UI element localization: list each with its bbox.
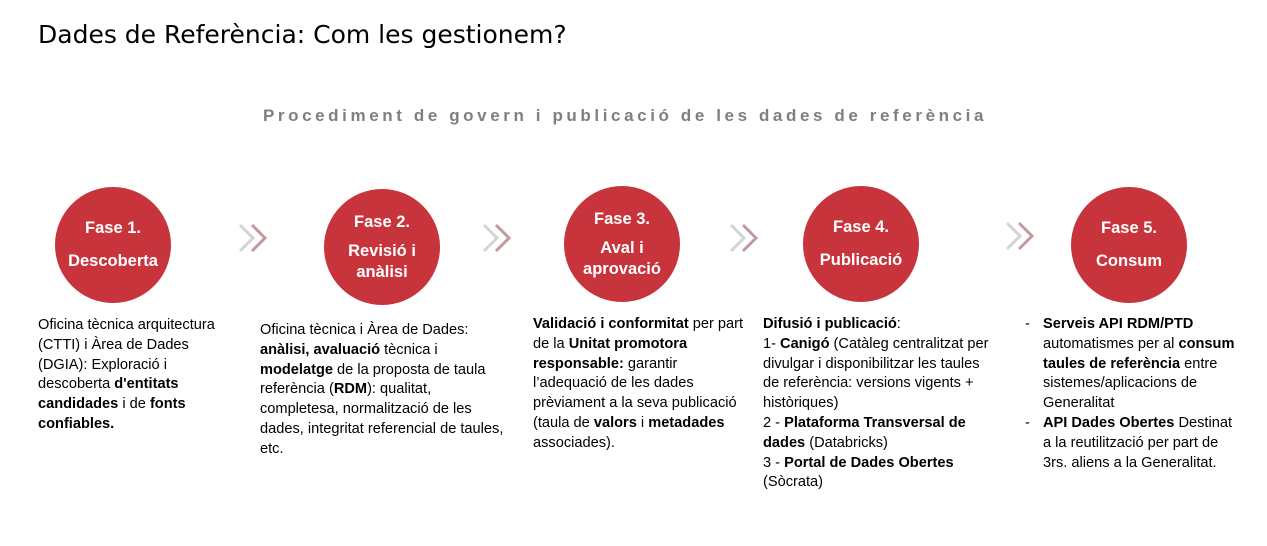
desc-bold: Serveis API RDM/PTD (1043, 316, 1194, 332)
desc-text: (Catàleg centralitzat per divulgar i disponibilitzar les taules de referència: versions vigents + històriques) (763, 335, 989, 412)
desc-text: de la proposta de taula referència ( (260, 361, 486, 398)
desc-bold: modelatge (260, 361, 333, 378)
phase-3-number: Fase 3. (594, 209, 650, 228)
desc-bold: RDM (333, 381, 368, 398)
desc-text: Oficina tècnica i Àrea de Dades: (260, 322, 469, 338)
desc-text: 2 - (763, 414, 785, 431)
desc-bold: Portal de Dades Obertes (784, 454, 954, 471)
phase-1-circle (55, 187, 171, 303)
diagram-subtitle: Procediment de govern i publicació de les dades de referència (262, 106, 988, 125)
phase-2-circle (324, 189, 440, 305)
phase-1-number: Fase 1. (85, 219, 141, 237)
desc-bold: d'entitats candidades (38, 376, 179, 413)
phase-5-description (1025, 315, 1240, 473)
phase-1-name: Descoberta (68, 252, 158, 270)
double-chevron-right-icon (729, 223, 765, 253)
phase-1-description (38, 316, 242, 435)
desc-text: 3 - (763, 454, 785, 471)
phase-2-description (260, 321, 510, 460)
desc-text: tècnica i (380, 341, 438, 358)
consumption-list (1025, 315, 1240, 473)
double-chevron-right-icon (482, 223, 518, 253)
desc-text: associades). (533, 434, 615, 451)
desc-text: i (636, 414, 649, 431)
desc-text: garantir l’adequació de les dades prèviament a la seva publicació (taula de (533, 355, 737, 431)
phase-5-number: Fase 5. (1101, 219, 1157, 237)
phase-4-number: Fase 4. (833, 218, 889, 236)
desc-bold: Canigó (780, 335, 830, 352)
phase-2-number: Fase 2. (354, 212, 410, 231)
phase-3-circle (564, 186, 680, 302)
desc-text: 1- (763, 335, 781, 352)
desc-text: (Sòcrata) (763, 474, 824, 491)
phase-4-name: Publicació (819, 251, 903, 269)
desc-bold: Unitat promotora responsable: (533, 335, 688, 372)
dash-bullet: - (1025, 316, 1030, 332)
phase-5-circle (1071, 187, 1187, 303)
desc-bold: valors (593, 414, 637, 431)
desc-bold: metadades (648, 414, 725, 431)
list-item (1025, 414, 1240, 473)
desc-bold: Plataforma Transversal de dades (763, 414, 966, 451)
phase-5-name: Consum (1096, 252, 1162, 270)
phase-4-description (763, 315, 999, 493)
double-chevron-right-icon (238, 223, 274, 253)
desc-text: per part de la (533, 316, 744, 352)
phase-3-description (533, 315, 745, 454)
desc-bold: Difusió i publicació (763, 316, 897, 332)
desc-bold: fonts confiables. (38, 396, 186, 432)
list-item (1025, 315, 1240, 414)
phase-4-circle (803, 186, 919, 302)
desc-text: i de (118, 396, 150, 413)
desc-text: Destinat a la reutilització per part de 3rs. aliens a la Generalitat. (1043, 414, 1232, 471)
dash-bullet: - (1025, 414, 1030, 431)
desc-bold: API Dades Obertes (1043, 414, 1175, 431)
desc-text: ): qualitat, completesa, normalització de les dades, integritat referencial de taules, etc. (260, 381, 504, 457)
phase-2-name: Revisió i anàlisi (348, 241, 416, 281)
page-title: Dades de Referència: Com les gestionem? (38, 20, 567, 49)
desc-bold: consum taules de referència (1043, 335, 1235, 372)
desc-text: : (896, 316, 901, 332)
desc-text: (Databricks) (805, 434, 888, 451)
double-chevron-right-icon (1005, 221, 1041, 251)
desc-text: Oficina tècnica arquitectura (CTTI) i Àrea de Dades (DGIA): Exploració i descoberta (38, 317, 215, 393)
desc-text: entre sistemes/aplicacions de Generalitat (1043, 355, 1218, 412)
desc-text: automatismes per al (1043, 335, 1179, 352)
phase-3-name: Aval i aprovació (583, 238, 661, 278)
desc-bold: Validació i conformitat (533, 316, 689, 332)
desc-bold: anàlisi, avaluació (260, 341, 381, 358)
